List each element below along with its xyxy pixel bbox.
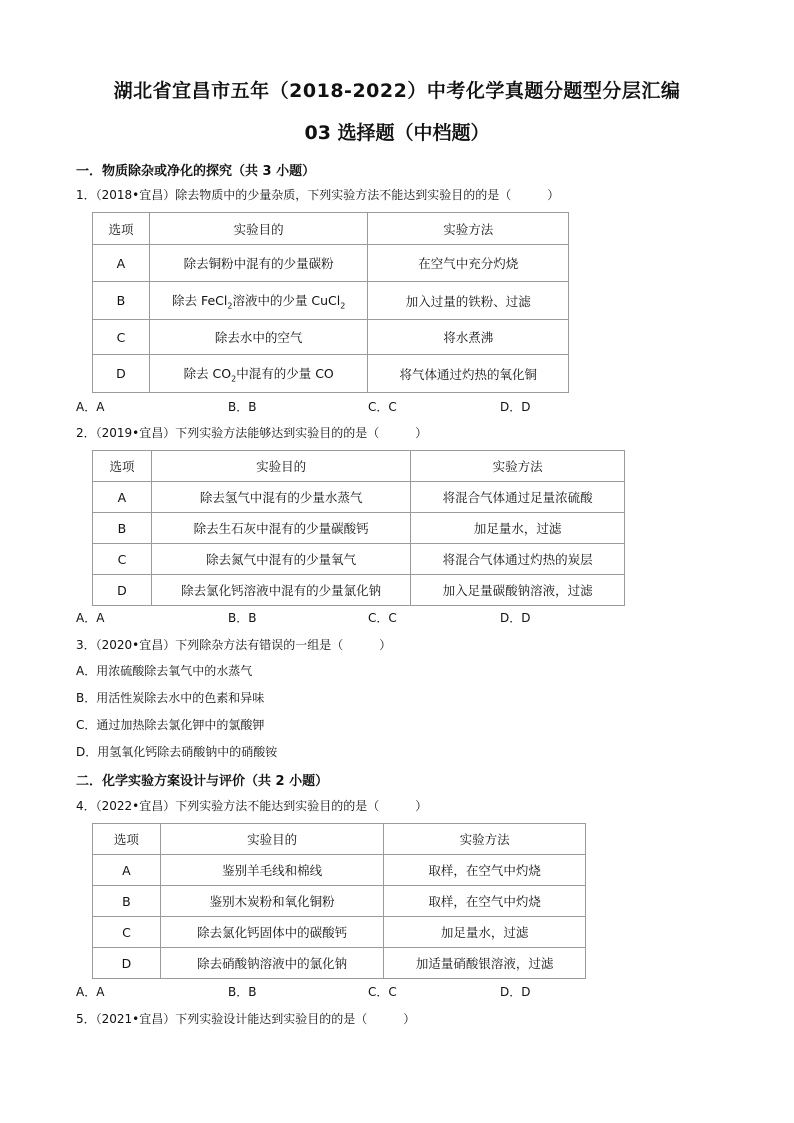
row-purpose: 鉴别木炭粉和氧化铜粉 (160, 886, 384, 917)
section-heading-1: 一．物质除杂或净化的探究（共 3 小题） (76, 164, 316, 179)
row-option: B (93, 282, 150, 320)
row-method: 加入过量的铁粉、过滤 (368, 282, 569, 320)
choice-a[interactable]: A．A (76, 400, 105, 414)
row-option: D (93, 355, 150, 393)
table-header-row (93, 213, 569, 245)
question-5-bracket-close: ） (403, 1012, 416, 1026)
question-2-table (92, 450, 625, 606)
table-row (93, 948, 586, 979)
row-method: 加足量水，过滤 (411, 513, 625, 544)
table-row (93, 544, 625, 575)
question-3-option-a[interactable]: A．用浓硫酸除去氧气中的水蒸气 (76, 664, 253, 678)
question-2-stem (76, 424, 427, 441)
choice-d[interactable]: D．D (500, 400, 531, 414)
question-1-stem (76, 186, 559, 203)
table-row (93, 355, 569, 393)
header-option: 选项 (93, 824, 161, 855)
row-purpose: 除去硝酸钠溶液中的氯化钠 (160, 948, 384, 979)
row-purpose: 除去 FeCl$_2$溶液中的少量 CuCl$_2$ (149, 282, 368, 320)
table-row (93, 917, 586, 948)
header-purpose: 实验目的 (160, 824, 384, 855)
table-header-row (93, 824, 586, 855)
row-method: 将气体通过灼热的氧化铜 (368, 355, 569, 393)
row-option: A (93, 482, 152, 513)
row-option: C (93, 917, 161, 948)
table-row (93, 855, 586, 886)
row-method: 加足量水，过滤 (384, 917, 586, 948)
choice-c[interactable]: C．C (368, 985, 397, 999)
question-3-option-c[interactable]: C．通过加热除去氯化钾中的氯酸钾 (76, 718, 265, 732)
document-title: 湖北省宜昌市五年（2018-2022）中考化学真题分题型分层汇编 (113, 80, 681, 102)
header-method: 实验方法 (384, 824, 586, 855)
question-1-text: 1．（2018•宜昌）除去物质中的少量杂质，下列实验方法不能达到实验目的的是（ (76, 188, 512, 202)
table-row (93, 513, 625, 544)
row-purpose: 除去氯化钙溶液中混有的少量氯化钠 (151, 575, 410, 606)
table-row (93, 282, 569, 320)
question-5-stem (76, 1010, 415, 1027)
question-3-stem (76, 636, 391, 653)
choice-a[interactable]: A．A (76, 611, 105, 625)
row-method: 将混合气体通过足量浓硫酸 (411, 482, 625, 513)
question-5-text: 5．（2021•宜昌）下列实验设计能达到实验目的的是（ (76, 1012, 368, 1026)
question-1-choices (76, 398, 676, 414)
choice-a[interactable]: A．A (76, 985, 105, 999)
question-2-text: 2．（2019•宜昌）下列实验方法能够达到实验目的的是（ (76, 426, 380, 440)
row-purpose: 除去生石灰中混有的少量碳酸钙 (151, 513, 410, 544)
header-purpose: 实验目的 (151, 451, 410, 482)
choice-b[interactable]: B．B (228, 400, 257, 414)
question-1-table (92, 212, 569, 393)
choice-c[interactable]: C．C (368, 611, 397, 625)
choice-d[interactable]: D．D (500, 611, 531, 625)
row-option: A (93, 245, 150, 282)
header-option: 选项 (93, 451, 152, 482)
row-purpose: 除去 $CO_2$中混有的少量 CO (149, 355, 368, 393)
question-3-bracket-close: ） (379, 638, 392, 652)
table-header-row (93, 451, 625, 482)
row-purpose: 除去氢气中混有的少量水蒸气 (151, 482, 410, 513)
header-option: 选项 (93, 213, 150, 245)
question-4-text: 4．（2022•宜昌）下列实验方法不能达到实验目的的是（ (76, 799, 380, 813)
question-3-text: 3．（2020•宜昌）下列除杂方法有错误的一组是（ (76, 638, 344, 652)
row-option: A (93, 855, 161, 886)
question-1-bracket-close: ） (547, 188, 560, 202)
row-option: B (93, 886, 161, 917)
header-method: 实验方法 (368, 213, 569, 245)
row-option: C (93, 544, 152, 575)
row-purpose: 除去水中的空气 (149, 320, 368, 355)
table-row (93, 320, 569, 355)
row-method: 取样，在空气中灼烧 (384, 855, 586, 886)
choice-d[interactable]: D．D (500, 985, 531, 999)
header-purpose: 实验目的 (149, 213, 368, 245)
table-row (93, 886, 586, 917)
choice-b[interactable]: B．B (228, 985, 257, 999)
question-3-option-d[interactable]: D．用氢氧化钙除去硝酸钠中的硝酸铵 (76, 745, 278, 759)
section-heading-2: 二．化学实验方案设计与评价（共 2 小题） (76, 774, 329, 789)
header-method: 实验方法 (411, 451, 625, 482)
row-option: B (93, 513, 152, 544)
row-method: 将水煮沸 (368, 320, 569, 355)
table-row (93, 482, 625, 513)
choice-b[interactable]: B．B (228, 611, 257, 625)
row-purpose: 除去氮气中混有的少量氧气 (151, 544, 410, 575)
row-option: C (93, 320, 150, 355)
row-method: 取样，在空气中灼烧 (384, 886, 586, 917)
row-method: 加适量硝酸银溶液，过滤 (384, 948, 586, 979)
row-purpose: 鉴别羊毛线和棉线 (160, 855, 384, 886)
row-purpose: 除去氯化钙固体中的碳酸钙 (160, 917, 384, 948)
question-3-option-b[interactable]: B．用活性炭除去水中的色素和异味 (76, 691, 265, 705)
row-option: D (93, 575, 152, 606)
row-method: 加入足量碳酸钠溶液，过滤 (411, 575, 625, 606)
document-subtitle: 03 选择题（中档题） (304, 122, 490, 144)
row-method: 将混合气体通过灼热的炭层 (411, 544, 625, 575)
row-option: D (93, 948, 161, 979)
question-4-table (92, 823, 586, 979)
question-4-stem (76, 797, 427, 814)
table-row (93, 245, 569, 282)
row-method: 在空气中充分灼烧 (368, 245, 569, 282)
question-4-bracket-close: ） (415, 799, 428, 813)
choice-c[interactable]: C．C (368, 400, 397, 414)
question-4-choices (76, 983, 676, 999)
question-2-bracket-close: ） (415, 426, 428, 440)
table-row (93, 575, 625, 606)
question-2-choices (76, 609, 676, 625)
row-purpose: 除去铜粉中混有的少量碳粉 (149, 245, 368, 282)
